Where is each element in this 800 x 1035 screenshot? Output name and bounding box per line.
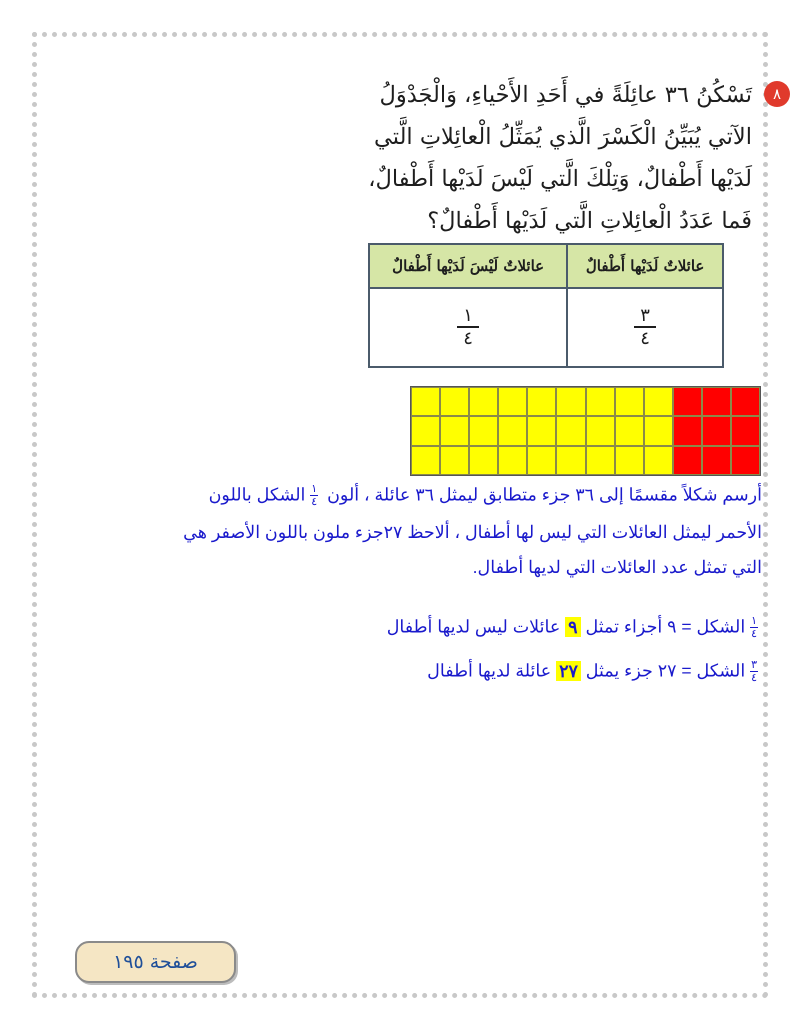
grid-cell-yellow: [411, 416, 440, 445]
problem-line: تَسْكُنُ ٣٦ عائِلَةً في أَحَدِ الأَحْياءِ، وَالْجَدْوَلُ: [379, 82, 752, 108]
grid-cell-red: [673, 416, 702, 445]
fraction-grid-model: [410, 386, 761, 476]
grid-cell-yellow: [469, 416, 498, 445]
inline-fraction: [750, 660, 758, 684]
grid-cell-yellow: [469, 387, 498, 416]
grid-cell-yellow: [440, 387, 469, 416]
result-line-1: [387, 616, 762, 640]
grid-cell-yellow: [615, 416, 644, 445]
fraction-numerator: ٣: [751, 659, 757, 671]
grid-cell-yellow: [498, 446, 527, 475]
highlighted-number: ٢٧: [556, 661, 581, 681]
grid-cell-red: [702, 387, 731, 416]
fractions-table: [368, 243, 724, 368]
result-line-2: [427, 660, 762, 684]
grid-cell-yellow: [615, 446, 644, 475]
grid-cell-yellow: [411, 387, 440, 416]
inline-fraction: [310, 484, 318, 508]
fraction-numerator: ٣: [634, 306, 656, 328]
grid-cell-red: [731, 416, 760, 445]
grid-cell-yellow: [556, 446, 585, 475]
fraction-numerator: ١: [457, 306, 479, 328]
grid-cell-yellow: [498, 416, 527, 445]
grid-cell-red: [702, 416, 731, 445]
problem-line: الآتي يُبَيِّنُ الْكَسْرَ الَّذي يُمَثِّلُ الْعائِلاتِ الَّتي: [374, 124, 752, 150]
fraction-denominator: ٤: [751, 672, 757, 684]
highlighted-number: ٩: [565, 617, 580, 637]
grid-cell-yellow: [644, 416, 673, 445]
grid-cell-red: [673, 446, 702, 475]
inline-fraction: [750, 616, 758, 640]
grid-cell-yellow: [615, 387, 644, 416]
fraction-numerator: ١: [751, 615, 757, 627]
grid-cell-red: [702, 446, 731, 475]
grid-cell-yellow: [586, 416, 615, 445]
problem-text: [282, 74, 782, 242]
grid-cell-yellow: [440, 416, 469, 445]
grid-cell-yellow: [440, 446, 469, 475]
result-text: الشكل = ٩ أجزاء تمثل: [585, 616, 746, 637]
grid-cell-red: [731, 387, 760, 416]
grid-cell-yellow: [644, 387, 673, 416]
table-cell-with-children: [567, 288, 723, 367]
answer-text: أرسم شكلاً مقسمًا إلى ٣٦ جزء متطابق ليمثل ٣٦ عائلة ، ألون: [327, 484, 762, 505]
grid-cell-yellow: [586, 446, 615, 475]
table-cell-without-children: [369, 288, 567, 367]
grid-cell-yellow: [556, 387, 585, 416]
table-header-with-children: عائلاتٌ لَدَيْها أَطْفالٌ: [567, 244, 723, 288]
result-text: الشكل = ٢٧ جزء يمثل: [585, 660, 746, 681]
result-text: عائلة لديها أطفال: [427, 660, 552, 681]
grid-cell-yellow: [527, 387, 556, 416]
grid-cell-yellow: [556, 416, 585, 445]
grid-cell-yellow: [527, 416, 556, 445]
answer-text: الشكل باللون: [208, 484, 306, 505]
grid-cell-yellow: [527, 446, 556, 475]
fraction-one-quarter: [457, 306, 479, 350]
grid-cell-yellow: [411, 446, 440, 475]
grid-cell-red: [673, 387, 702, 416]
answer-line-2: الأحمر ليمثل العائلات التي ليس لها أطفال ، ألاحظ ٢٧جزء ملون باللون الأصفر هي: [183, 522, 762, 542]
fraction-denominator: ٤: [463, 327, 473, 349]
fraction-denominator: ٤: [311, 496, 318, 508]
grid-cell-yellow: [469, 446, 498, 475]
grid-cell-red: [731, 446, 760, 475]
fraction-denominator: ٤: [751, 628, 757, 640]
problem-line: لَدَيْها أَطْفالٌ، وَتِلْكَ الَّتي لَيْسَ لَدَيْها أَطْفالٌ،: [368, 166, 752, 192]
table-header-without-children: عائلاتٌ لَيْسَ لَدَيْها أَطْفالٌ: [369, 244, 567, 288]
fraction-three-quarters: [634, 306, 656, 350]
problem-number-badge: ٨: [764, 81, 790, 107]
answer-line-1: [209, 484, 762, 508]
fraction-denominator: ٤: [640, 327, 650, 349]
fraction-numerator: ١: [311, 483, 318, 495]
page-number-badge: صفحة ١٩٥: [75, 941, 236, 983]
grid-cell-yellow: [498, 387, 527, 416]
answer-line-3: التي تمثل عدد العائلات التي لديها أطفال.: [472, 557, 762, 577]
result-text: عائلات ليس لديها أطفال: [386, 616, 561, 637]
grid-cell-yellow: [644, 446, 673, 475]
grid-cell-yellow: [586, 387, 615, 416]
problem-line: فَما عَدَدُ الْعائِلاتِ الَّتي لَدَيْها أَطْفالٌ؟: [427, 208, 752, 234]
